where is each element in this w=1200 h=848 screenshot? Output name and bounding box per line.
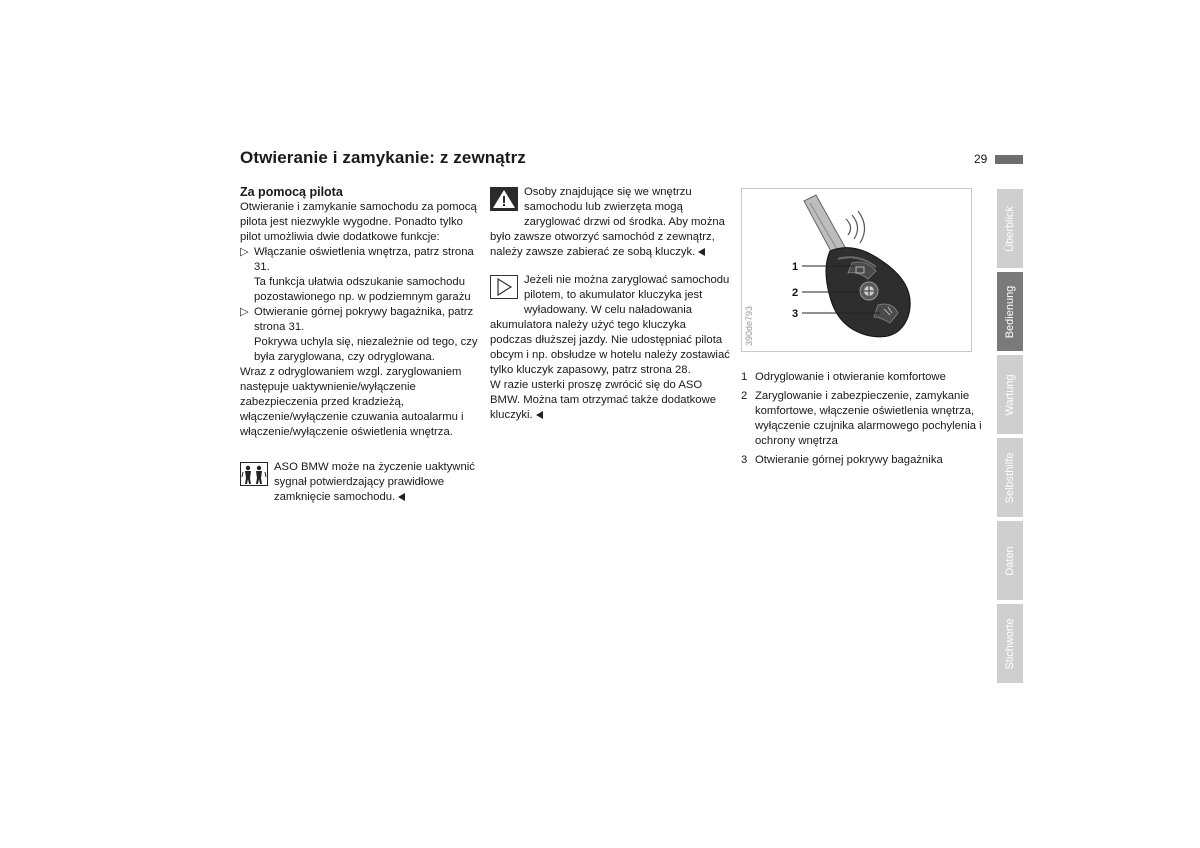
tab-daten[interactable]: [997, 521, 1023, 600]
list-item: [240, 245, 480, 305]
left-column: [240, 185, 480, 505]
tab-bedienung[interactable]: [997, 272, 1023, 351]
legend-number: 3: [741, 454, 748, 466]
end-marker-icon: [398, 493, 405, 501]
remote-key-illustration: [742, 189, 971, 351]
end-marker-icon: [536, 411, 543, 419]
tab-stichworte[interactable]: [997, 604, 1023, 683]
bullet-main: Otwieranie górnej pokrywy bagażnika, patrz strona 31.: [254, 306, 474, 333]
end-marker-icon: [698, 248, 705, 256]
tab-uberblick[interactable]: [997, 189, 1023, 268]
remote-key-figure: [741, 188, 972, 352]
service-workshop-icon: [240, 462, 268, 491]
service-note-text: ASO BMW może na życzenie uaktywnić sygnał potwierdzający prawidłowe zamknięcie samochodu.: [274, 461, 475, 503]
info-arrow-icon: [490, 275, 518, 304]
legend-number: 2: [741, 390, 748, 402]
warning-triangle-icon: [490, 187, 518, 216]
body-paragraph: Wraz z odryglowaniem wzgl. zaryglowaniem następuje uaktywnienie/wyłączenie zabezpieczenia przed kradzieżą, włączenie/wyłączenie czuwania autoalarmu i włączenie/wyłączenie oświetlenia wnętrza.: [240, 366, 464, 438]
warning-note: [490, 185, 730, 260]
bullet-arrow-icon: ▷: [240, 306, 249, 318]
intro-paragraph: Otwieranie i zamykanie samochodu za pomocą pilota jest niezwykle wygodne. Ponadto tylko pilot umożliwia dwie dodatkowe funkcje:: [240, 201, 477, 243]
callout-2: 2: [792, 287, 799, 299]
tab-label: Bedienung: [1004, 285, 1016, 338]
tab-label: Selbsthilfe: [1004, 452, 1016, 503]
info-note: [490, 273, 730, 423]
legend-item: [741, 370, 986, 385]
list-item: [240, 305, 480, 365]
bullet-main: Włączanie oświetlenia wnętrza, patrz strona 31.: [254, 246, 474, 273]
tab-label: Daten: [1004, 545, 1016, 576]
service-note: [240, 460, 480, 505]
page-title: Otwieranie i zamykanie: z zewnątrz: [240, 148, 526, 167]
legend-text: Otwieranie górnej pokrywy bagażnika: [755, 454, 943, 466]
callout-1: 1: [792, 261, 799, 273]
tab-selbsthilfe[interactable]: [997, 438, 1023, 517]
tab-label: Stichworte: [1004, 617, 1016, 670]
legend-item: [741, 453, 986, 468]
tab-wartung[interactable]: [997, 355, 1023, 434]
section-heading: Za pomocą pilota: [240, 185, 343, 199]
legend-text: Odryglowanie i otwieranie komfortowe: [755, 371, 946, 383]
figure-legend: [741, 370, 986, 472]
info-note-text-2: W razie usterki proszę zwrócić się do ASO BMW. Można tam otrzymać także dodatkowe kluczyki.: [490, 379, 717, 421]
info-note-text: Jeżeli nie można zaryglować samochodu pilotem, to akumulator kluczyka jest wyładowany. W celu naładowania akumulatora należy użyć tego kluczyka podczas dłuższej jazdy. Nie udostępniać pilota obcym i np. obsłudze w hotelu należy zostawiać tylko kluczyk zapasowy, patrz strona 28.: [490, 274, 730, 376]
legend-item: [741, 389, 986, 449]
page-number-bar: [995, 155, 1023, 164]
tab-label: Überblick: [1004, 205, 1016, 252]
page-number: 29: [974, 152, 988, 166]
bullet-detail: Pokrywa uchyla się, niezależnie od tego, czy była zaryglowana, czy odryglowana.: [254, 336, 478, 363]
warning-note-text: Osoby znajdujące się we wnętrzu samochodu lub zwierzęta mogą zaryglować drzwi od środka. Aby można było zawsze otworzyć samochód z zewnątrz, należy zawsze zabierać ze sobą kluczyk.: [490, 186, 725, 258]
callout-3: 3: [792, 308, 799, 320]
legend-number: 1: [741, 371, 748, 383]
bullet-detail: Ta funkcja ułatwia odszukanie samochodu pozostawionego np. w podziemnym garażu: [254, 276, 471, 303]
tab-label: Wartung: [1004, 373, 1016, 416]
legend-text: Zaryglowanie i zabezpieczenie, zamykanie komfortowe, włączenie oświetlenia wnętrza, wyłączenie czujnika alarmowego pochylenia i ochrony wnętrza: [755, 390, 982, 447]
middle-column: [490, 185, 730, 423]
bullet-arrow-icon: ▷: [240, 246, 249, 258]
figure-code: 390de793: [744, 305, 754, 346]
